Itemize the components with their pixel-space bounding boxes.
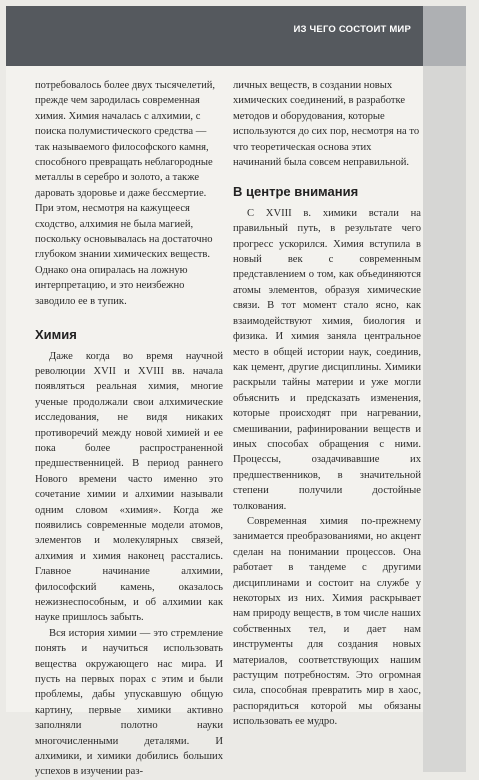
section-heading: Химия xyxy=(35,327,77,343)
header-bar xyxy=(6,6,423,66)
right-column xyxy=(233,78,421,730)
running-title: ИЗ ЧЕГО СОСТОИТ МИР xyxy=(293,24,411,35)
body-paragraph: Современная химия по-прежнему занимается преобразованиями, но акцент сделан на понимании процессов. Она работает в тандеме с другими дисциплинами и состоит на службе у некоторых из них. Химия раскрывает нам природу веществ, в том числе наших собственных тел, и дает нам инструменты для создания новых материалов, соответствующих нашим растущим потребностям. Это огромная сила, способная превратить мир в хаос, распорядиться которой мы обязаны использовать ее мудро. xyxy=(233,515,421,728)
book-page xyxy=(6,6,466,778)
body-paragraph: Вся история химии — это стремление понять и научиться использовать вещества окружающего нас мира. И пусть на первых порах с этим и были проблемы, дабы упускавшую общую картину, первые химики активно заполняли полотно науки многочисленными деталями. И алхимики, и химики добились больших успехов в изучении раз- xyxy=(35,627,223,778)
side-tab xyxy=(423,66,466,772)
body-paragraph: С XVIII в. химики встали на правильный путь, в результате чего прогресс ускорился. Химия вступила в новый век с современным представлением о том, как объединяются атомы элементов, образуя химические связи. В тот момент стало ясно, как взаимодействуют химия, биология и физика. И химия заняла центральное место в общей истории наук, соединив, как цемент, другие дисциплины. Химики раскрыли тайны материи и уже могли объяснить и предсказать изменения, которые происходят при нагревании, смешивании, рафинировании веществ и иных способах обращения с ними. Процессы, озадачивавшие их предшественников, в значительной степени получили достойные толкования. xyxy=(233,207,421,512)
header-corner-block xyxy=(423,6,466,66)
left-column xyxy=(35,78,223,780)
body-paragraph: личных веществ, в создании новых химических соединений, в разработке методов и оборудования, которые используются до сих пор, несмотря на то что теоретическая основа этих начинаний была совсем неправильной. xyxy=(233,80,420,169)
body-paragraph: Даже когда во время научной революции XVII и XVIII вв. начала появляться реальная химия, многие ученые продолжали свои алхимические исследования, не видя никаких противоречий между новой химией и ее пока более распространенной предшественницей. В период раннего Нового времени часто именно это сочетание химии и алхимии называли одним словом «химия». Когда же появились современные модели атомов, элементов и молекулярных связей, алхимия и химия наконец расстались. Главное начинание алхимии, философский камень, оказалось нежизнеспособным, и об алхимии как науке пришлось забыть. xyxy=(35,350,223,624)
section-heading: В центре внимания xyxy=(233,184,359,200)
body-paragraph: потребовалось более двух тысячелетий, прежде чем зародилась современная химия. Химия началась с алхимии, с поиска полумистического средства — так называемого философского камня, способного превращать неблагородные металлы в серебро и золото, а также даровать здоровье и даже бессмертие. При этом, несмотря на кажущееся сходство, алхимия не была магией, поскольку основывалась на достаточно глубоком знании химических веществ. Однако она опиралась на ложную интерпретацию, и это неизбежно заводило ее в тупик. xyxy=(35,80,216,307)
